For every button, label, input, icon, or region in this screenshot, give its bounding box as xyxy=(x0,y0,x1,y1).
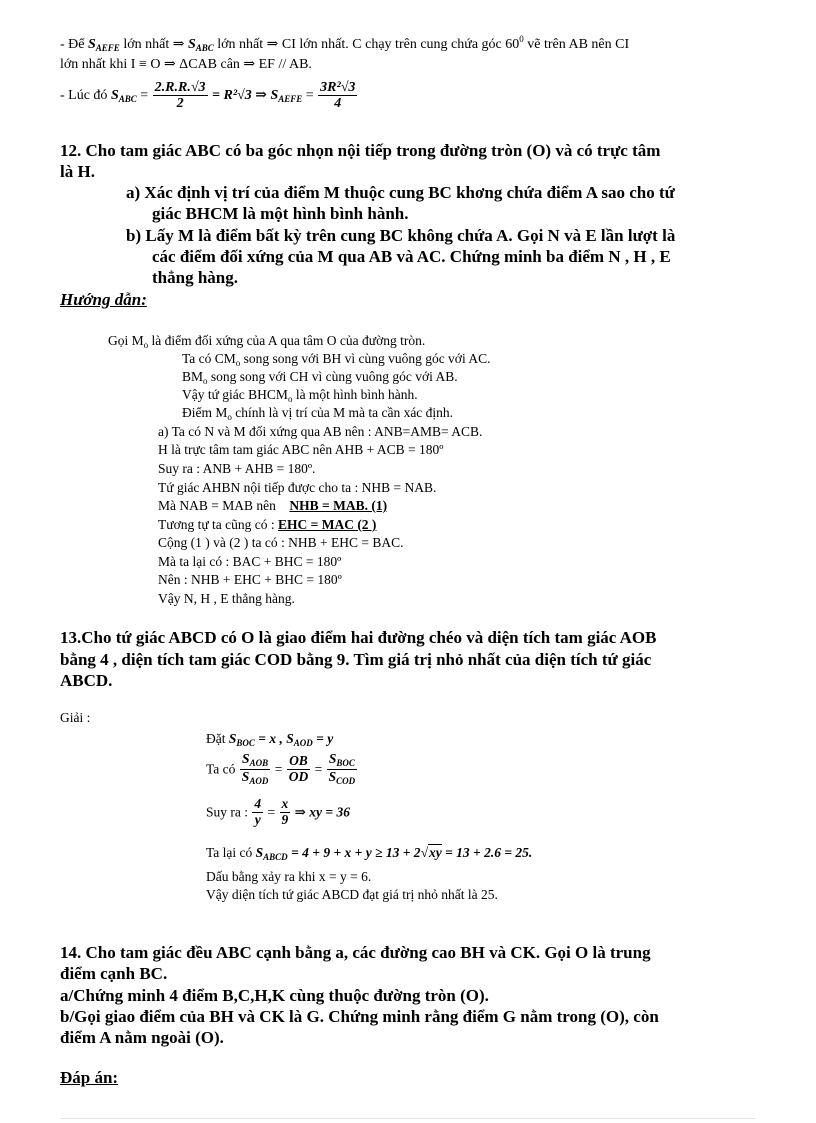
problem-14-title-line-2: điểm cạnh BC. xyxy=(60,964,168,983)
problem-12-part-b-line-2: các điểm đối xứng của M qua AB và AC. Chứng minh ba điểm N , H , E xyxy=(152,247,671,266)
page-bottom-edge xyxy=(60,1118,756,1119)
guide-line-1: Gọi $M_o$ là điểm đối xứng của A qua tâm O của đường tròn. xyxy=(108,333,426,350)
fraction-4-y: $\frac{4}{y}$ xyxy=(254,796,262,827)
problem-14-part-b-line-1: b/Gọi giao điểm của BH và CK là G. Chứng minh rằng điểm G nằm trong (O), còn xyxy=(60,1007,659,1026)
fraction-boc-cod: $\frac{S_{BOC}}{S_{COD}}$ xyxy=(328,751,356,786)
problem-13-title-line-2: bằng 4 , diện tích tam giác COD bằng 9. Tìm giá trị nhỏ nhất của diện tích tứ giác xyxy=(60,650,652,669)
guide-line-12: Cộng (1 ) và (2 ) ta có : NHB + EHC = BAC. xyxy=(158,535,404,550)
problem-12-part-a-line-2: giác BHCM là một hình bình hành. xyxy=(152,204,409,223)
guide-line-8: Suy ra : ANB + AHB = 180º. xyxy=(158,461,316,476)
guide-line-10: Mà NAB = MAB nên NHB = MAB. (1) xyxy=(158,498,388,513)
guide-line-13: Mà ta lại có : BAC + BHC = 180º xyxy=(158,554,342,569)
intro-line-1: - Để $S_{AEFE}$ lớn nhất ⇒ $S_{ABC}$ lớn nhất ⇒ CI lớn nhất. C chạy trên cung chứa góc $60^0$ vẽ trên AB nên CI xyxy=(60,34,630,53)
answer-heading: Đáp án: xyxy=(60,1068,119,1087)
guide-line-9: Tứ giác AHBN nội tiếp được cho ta : NHB = NAB. xyxy=(158,480,437,495)
problem-12-part-b-line-3: thẳng hàng. xyxy=(152,268,238,287)
guide-line-14: Nên : NHB + EHC + BHC = 180º xyxy=(158,572,342,587)
guide-line-4: Vậy tứ giác $BHCM_o$ là một hình bình hành. xyxy=(182,387,418,404)
guide-line-6: a) Ta có N và M đối xứng qua AB nên : ANB=AMB= ACB. xyxy=(158,424,483,439)
problem-14-part-b-line-2: điểm A nằm ngoài (O). xyxy=(60,1028,224,1047)
fraction-area-aefe: $\frac{\text{3R²√3}}{4}$ xyxy=(320,80,356,112)
problem-13-title-line-3: ABCD. xyxy=(60,671,113,690)
guide-line-2: Ta có $CM_o$ song song với BH vì cùng vuông góc với AC. xyxy=(182,351,491,368)
solution-line-1: Đặt $S_{BOC} = x$ , $S_{AOD} = y$ xyxy=(206,731,334,748)
solution-line-6: Vậy diện tích tứ giác ABCD đạt giá trị nhỏ nhất là 25. xyxy=(206,887,498,902)
problem-13-title-line-1: 13.Cho tứ giác ABCD có O là giao điểm hai đường chéo và diện tích tam giác AOB xyxy=(60,628,657,647)
solution-line-2: Ta có $\frac{S_{AOB}}{S_{AOD}}$ = $\frac{OB}{OD}$ = $\frac{S_{BOC}}{S_{COD}}$ xyxy=(206,751,356,786)
guide-line-3: $BM_o$ song song với CH vì cùng vuông góc với AB. xyxy=(182,369,458,386)
problem-12-title-line-2: là H. xyxy=(60,162,95,181)
problem-12-part-b-line-1: b) Lấy M là điểm bất kỳ trên cung BC không chứa A. Gọi N và E lần lượt là xyxy=(126,226,676,245)
guide-line-5: Điểm $M_o$ chính là vị trí của M mà ta cần xác định. xyxy=(182,405,454,422)
guide-line-15: Vậy N, H , E thẳng hàng. xyxy=(158,591,295,606)
problem-12-title-line-1: 12. Cho tam giác ABC có ba góc nhọn nội tiếp trong đường tròn (O) và có trực tâm xyxy=(60,141,661,160)
solution-line-4: Ta lại có $S_{ABCD} = 4 + 9 + x + y \ge 13 + 2√xy = 13 + 2.6 = 25$. xyxy=(206,845,533,862)
fraction-ob-od: $\frac{OB}{OD}$ xyxy=(288,753,309,784)
guide-line-11: Tương tự ta cũng có : EHC = MAC (2 ) xyxy=(158,517,377,532)
intro-line-3: - Lúc đó $S_{ABC}$ = $\frac{2.R.R.√3}{2}$ = R²√3 ⇒ $S_{AEFE}$ = $\frac{\text{3R²√3}}{4}$ xyxy=(60,80,356,112)
problem-14-title-line-1: 14. Cho tam giác đều ABC cạnh bằng a, các đường cao BH và CK. Gọi O là trung xyxy=(60,943,651,962)
solution-label: Giải : xyxy=(60,710,91,725)
solution-line-5: Dấu bằng xảy ra khi x = y = 6. xyxy=(206,869,372,884)
problem-14-part-a: a/Chứng minh 4 điểm B,C,H,K cùng thuộc đường tròn (O). xyxy=(60,986,489,1005)
guide-heading: Hướng dẫn: xyxy=(60,290,147,309)
intro-line-2: lớn nhất khi I ≡ O ⇒ ΔCAB cân ⇒ EF // AB. xyxy=(60,57,312,72)
fraction-area-abc: $\frac{2.R.R.√3}{2}$ xyxy=(154,80,206,112)
fraction-x-9: $\frac{x}{9}$ xyxy=(281,796,289,827)
solution-line-3: Suy ra : $\frac{4}{y}$ = $\frac{x}{9}$ ⇒ xy = 36 xyxy=(206,796,350,827)
fraction-aob-aod: $\frac{S_{AOB}}{S_{AOD}}$ xyxy=(241,751,269,786)
problem-12-part-a-line-1: a) Xác định vị trí của điểm M thuộc cung BC khơng chứa điểm A sao cho tứ xyxy=(126,183,675,202)
guide-line-7: H là trực tâm tam giác ABC nên AHB + ACB = 180º xyxy=(158,442,444,457)
